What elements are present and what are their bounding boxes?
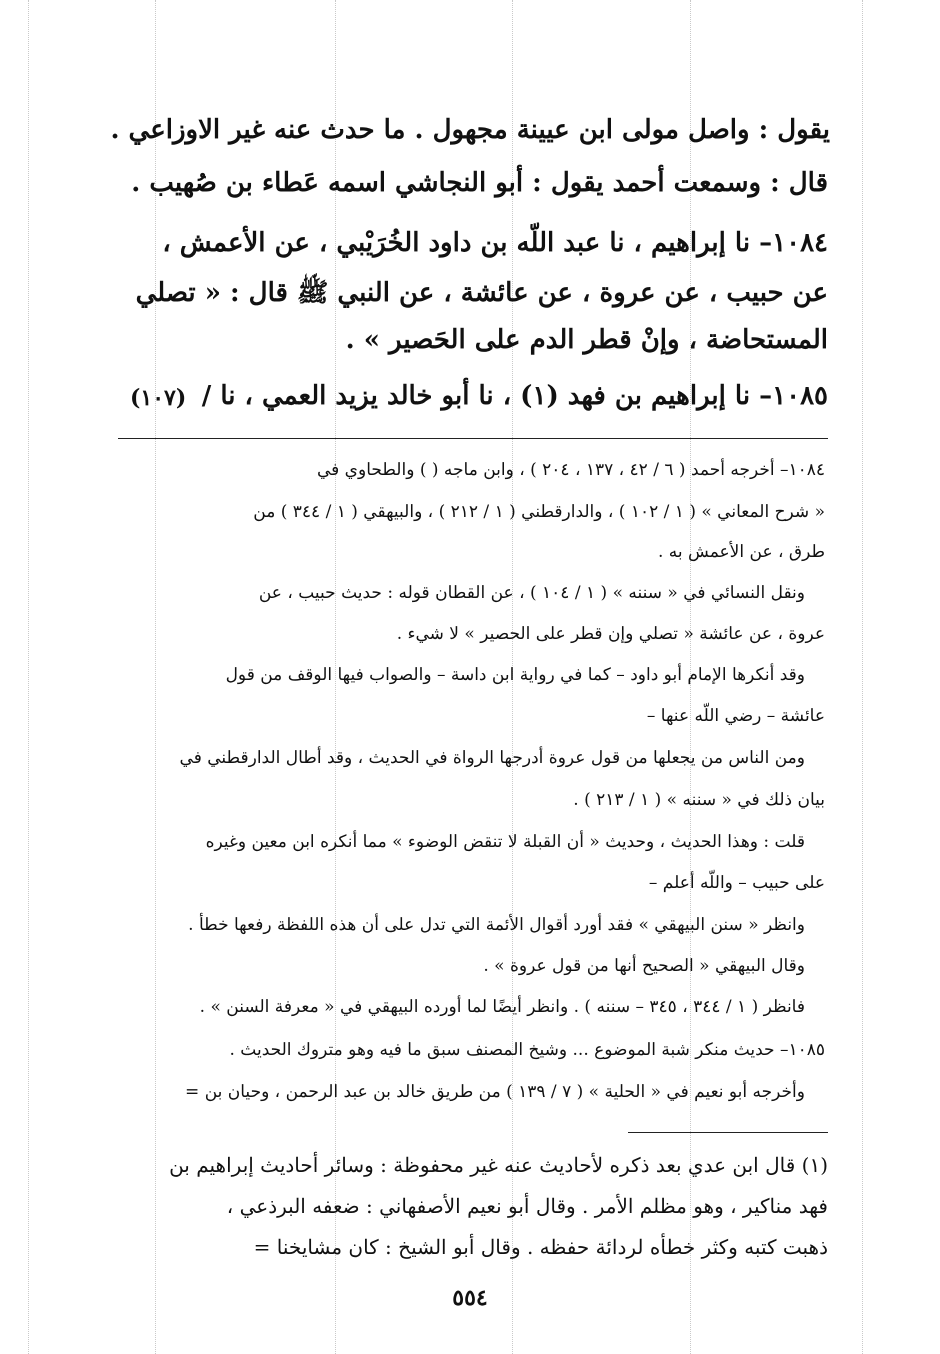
footnote-line: فهد مناكير ، وهو مظلم الأمر . وقال أبو نعيم الأصفهاني : ضعفه البرذعي ،: [226, 1194, 828, 1218]
note-line: وقد أنكرها الإمام أبو داود – كما في رواية ابن داسة – والصواب فيها الوقف من قول: [225, 665, 805, 685]
main-line: المستحاضة ، وإنْ قطر الدم على الحَصير » .: [345, 325, 828, 355]
footnote-divider: [628, 1132, 828, 1133]
note-line: قلت : وهذا الحديث ، وحديث « أن القبلة لا تنقض الوضوء » مما أنكره ابن معين وغيره: [205, 832, 805, 852]
note-line: ومن الناس من يجعلها من قول عروة أدرجها الرواة في الحديث ، وقد أطال الدارقطني في: [179, 748, 805, 768]
main-line: عن حبيب ، عن عروة ، عن عائشة ، عن النبي ﷺ قال : « تصلي: [135, 278, 828, 308]
note-line: على حبيب – واللّه أعلم –: [648, 873, 825, 893]
note-line: بيان ذلك في « سننه » ( ١ / ٢١٣ ) .: [573, 790, 825, 810]
note-line: ١٠٨٤– أخرجه أحمد ( ٦ / ٤٢ ، ١٣٧ ، ٢٠٤ ) ، وابن ماجه ( ) والطحاوي في: [316, 460, 825, 480]
notes-divider: [118, 438, 828, 439]
main-line: ١٠٨٤– نا إبراهيم ، نا عبد اللّه بن داود الخُرَيْبي ، عن الأعمش ،: [162, 228, 828, 258]
footnote-line: (١) قال ابن عدي بعد ذكره لأحاديث عنه غير محفوظة : وسائر أحاديث إبراهيم بن: [169, 1153, 828, 1177]
note-line: ونقل النسائي في « سننه » ( ١ / ١٠٤ ) ، عن القطان قوله : حديث حبيب ، عن: [258, 583, 805, 603]
main-line: ١٠٨٥– نا إبراهيم بن فهد (١) ، نا أبو خالد يزيد العمي ، نا /: [201, 381, 828, 411]
note-line: وأخرجه أبو نعيم في « الحلية » ( ٧ / ١٣٩ ) من طريق خالد بن عبد الرحمن ، وحيان بن =: [185, 1082, 805, 1102]
note-line: عروة ، عن عائشة « تصلي وإن قطر على الحصير » لا شيء .: [396, 624, 825, 644]
note-line: طرق ، عن الأعمش به .: [657, 542, 825, 562]
margin-marker: (١٠٧): [130, 385, 187, 411]
note-line: وانظر « سنن البيهقي » فقد أورد أقوال الأئمة التي تدل على أن هذه اللفظة رفعها خطأ .: [188, 915, 805, 935]
main-line: يقول : واصل مولى ابن عيينة مجهول . ما حدث عنه غير الاوزاعي .: [110, 115, 830, 145]
note-line: ١٠٨٥– حديث منكر شبة الموضوع ... وشيخ المصنف سبق ما فيه وهو متروك الحديث .: [229, 1040, 825, 1060]
note-line: « شرح المعاني » ( ١ / ١٠٢ ) ، والدارقطني ( ١ / ٢١٢ ) ، والبيهقي ( ١ / ٣٤٤ ) من: [253, 502, 825, 522]
note-line: عائشة – رضي اللّه عنها –: [646, 706, 825, 726]
note-line: وقال البيهقي « الصحيح أنها من قول عروة » .: [483, 956, 805, 976]
page-number: ٥٥٤: [452, 1285, 488, 1311]
main-line: قال : وسمعت أحمد يقول : أبو النجاشي اسمه عَطاء بن صُهيب .: [131, 168, 828, 198]
footnote-line: ذهبت كتبه وكثر خطأه لردائة حفظه . وقال أبو الشيخ : كان مشايخنا =: [253, 1235, 828, 1259]
note-line: فانظر ( ١ / ٣٤٤ ، ٣٤٥ – سننه ) . وانظر أيضًا لما أورده البيهقي في « معرفة السنن » .: [199, 997, 805, 1017]
